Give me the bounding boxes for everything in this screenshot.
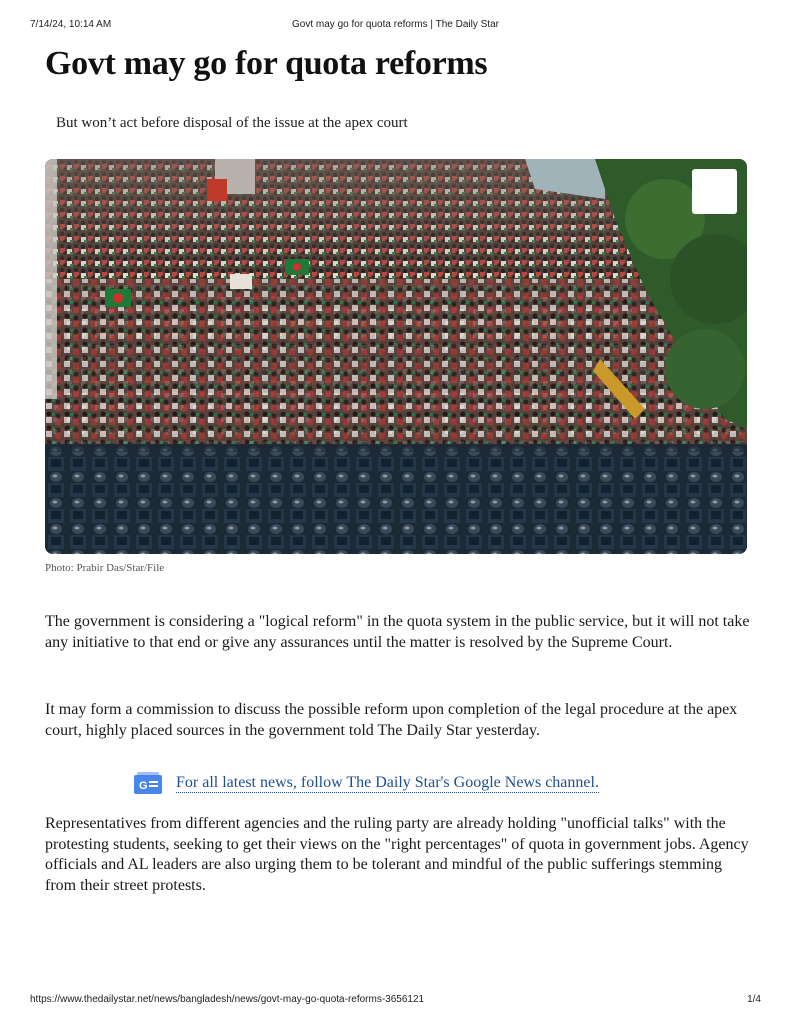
article-photo: [45, 159, 747, 554]
print-page-title: Govt may go for quota reforms | The Daily Star: [292, 19, 499, 30]
svg-text:G: G: [139, 780, 148, 792]
google-news-promo[interactable]: [134, 770, 599, 796]
google-news-link[interactable]: For all latest news, follow The Daily Star's Google News channel.: [176, 774, 599, 791]
headline: Govt may go for quota reforms: [45, 45, 488, 82]
article-paragraph-1: The government is considering a "logical reform" in the quota system in the public service, but it will not take any initiative to that end or give any assurances until the matter is resolved by the Supreme Court.: [45, 613, 750, 651]
article-paragraph-2: It may form a commission to discuss the possible reform upon completion of the legal procedure at the apex court, highly placed sources in the government told The Daily Star yesterday.: [45, 701, 738, 739]
article-paragraph-3: Representatives from different agencies and the ruling party are already holding "unofficial talks" with the protesting students, seeking to get their views on the "right percentages" of quota in government jobs. Agency officials and AL leaders are also urging them to be tolerant and mindful of the public sufferings stemming from their street protests.: [45, 815, 749, 894]
print-datetime: 7/14/24, 10:14 AM: [30, 19, 112, 30]
subheadline: But won’t act before disposal of the issue at the apex court: [56, 115, 408, 131]
photo-caption: Photo: Prabir Das/Star/File: [45, 562, 165, 574]
photo-corner-badge: [692, 169, 737, 214]
print-page-number: 1/4: [747, 994, 761, 1005]
google-news-icon: [134, 772, 162, 794]
crowd-photo-illustration: [45, 159, 747, 554]
print-url: https://www.thedailystar.net/news/bangladesh/news/govt-may-go-quota-reforms-3656121: [30, 994, 425, 1005]
